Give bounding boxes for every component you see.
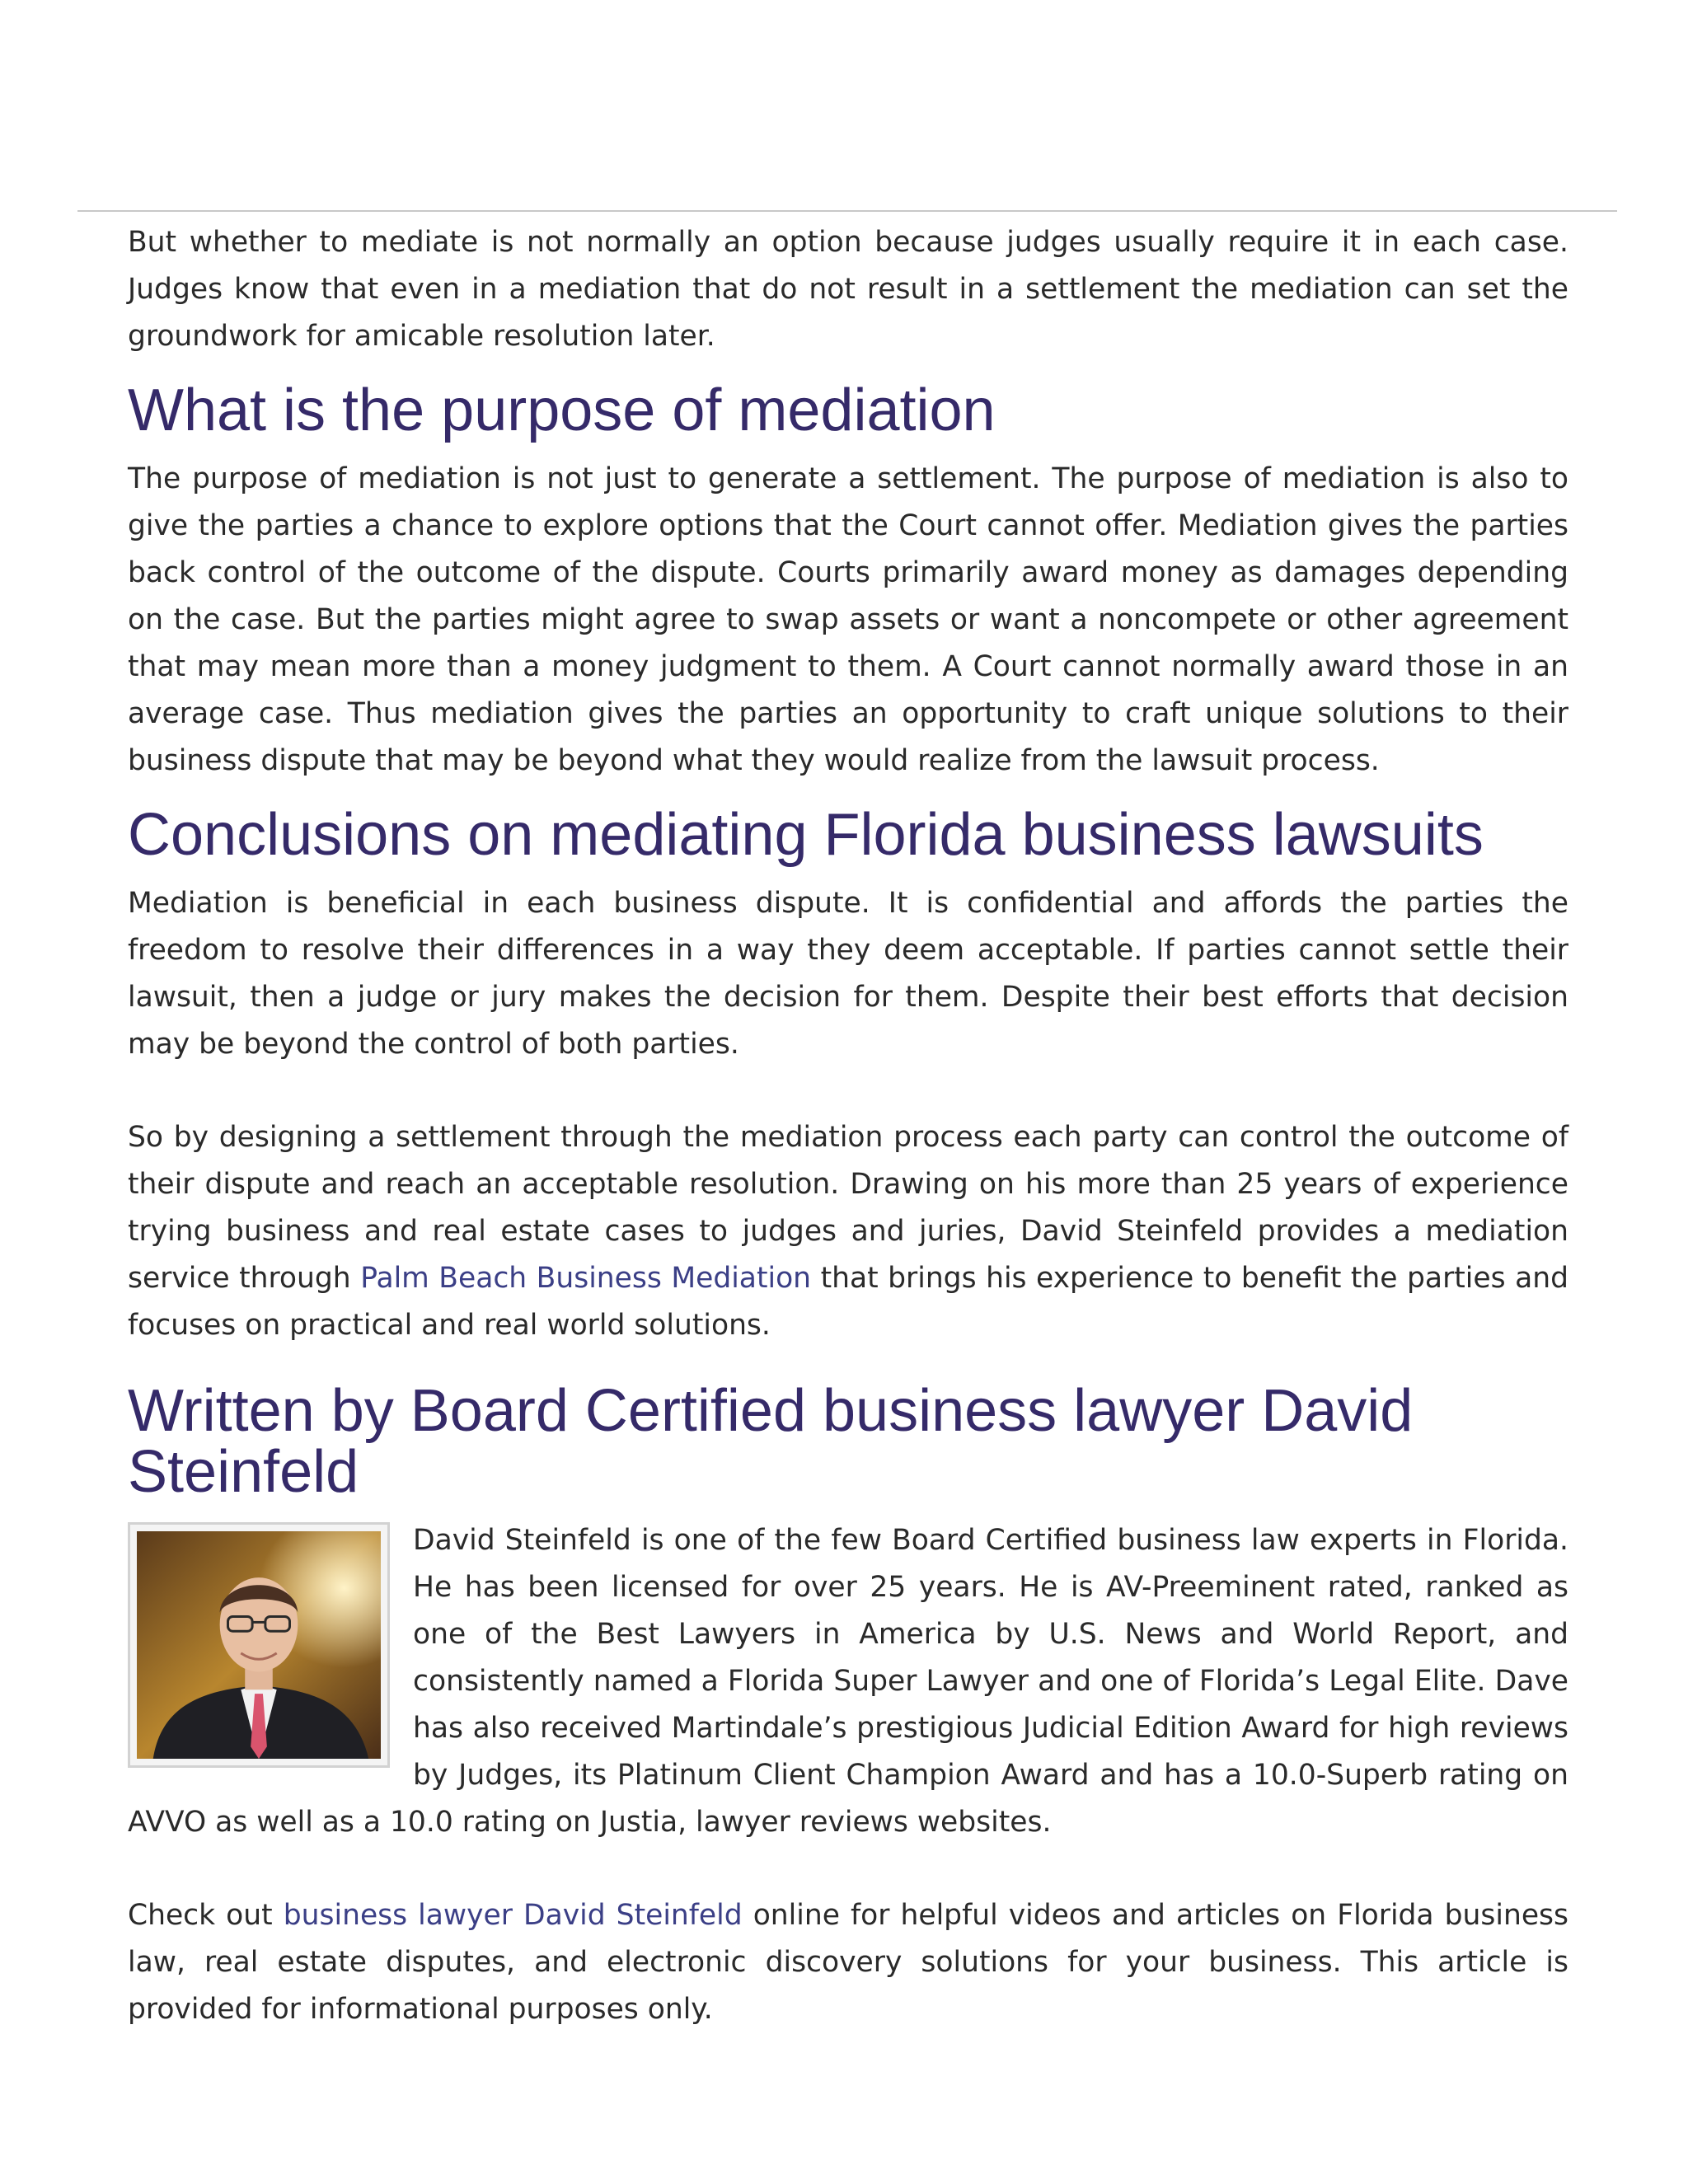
heading-purpose-of-mediation: What is the purpose of mediation xyxy=(128,377,996,443)
heading-conclusions: Conclusions on mediating Florida business lawsuits xyxy=(128,802,1484,868)
closing-paragraph: Check out business lawyer David Steinfeld online for helpful videos and articles on Florida business law, real estate disputes, and electronic discovery solutions for your business. This article is provided for informational purposes only. xyxy=(128,1899,1569,2026)
conclusions-paragraph: Mediation is beneficial in each business dispute. It is confidential and affords the parties the freedom to resolve their differences in a way they deem acceptable. If parties cannot settle their lawsuit, then a judge or jury makes the decision for them. Despite their best efforts that decision may be beyond the control of both parties. xyxy=(128,887,1568,1061)
palm-beach-business-mediation-link[interactable]: Palm Beach Business Mediation xyxy=(360,1262,812,1295)
top-divider xyxy=(77,210,1617,212)
author-bio: David Steinfeld is one of the few Board Certified business law experts in Florida. He has been licensed for over 25 years. He is AV-Preeminent rated, ranked as one of the Best Lawyers in America by U.S. News and World Report, and consistently named a Florida Super Lawyer and one of Florida’s Legal Elite. Dave has also received Martindale’s prestigious Judicial Edition Award for high reviews by Judges, its Platinum Client Champion Award and has a 10.0-Superb rating on AVVO as well as a 10.0 rating on Justia, lawyer reviews websites. xyxy=(128,1524,1568,1839)
intro-paragraph: But whether to mediate is not normally an option because judges usually require it in each case. Judges know that even in a mediation that do not result in a settlement the mediation can set the groundwork for amicable resolution later. xyxy=(128,226,1568,353)
business-lawyer-david-steinfeld-link[interactable]: business lawyer David Steinfeld xyxy=(283,1899,743,1932)
heading-written-by: Written by Board Certified business lawyer David Steinfeld xyxy=(128,1378,1414,1505)
author-portrait-image xyxy=(137,1531,381,1759)
purpose-paragraph: The purpose of mediation is not just to generate a settlement. The purpose of mediation is also to give the parties a chance to explore options that the Court cannot offer. Mediation gives the parties back control of the outcome of the dispute. Courts primarily award money as damages depending on the case. But the parties might agree to swap assets or want a noncompete or other agreement that may mean more than a money judgment to them. A Court cannot normally award those in an average case. Thus mediation gives the parties an opportunity to craft unique solutions to their business dispute that may be beyond what they would realize from the lawsuit process. xyxy=(128,462,1568,777)
mediation-service-paragraph: So by designing a settlement through the mediation process each party can control the outcome of their dispute and reach an acceptable resolution. Drawing on his more than 25 years of experience trying business and real estate cases to judges and juries, David Steinfeld provides a mediation service through Palm Beach Business Mediation that brings his experience to benefit the parties and focuses on practical and real world solutions. xyxy=(128,1121,1568,1342)
article-body xyxy=(128,219,1568,2033)
author-photo xyxy=(128,1522,390,1768)
